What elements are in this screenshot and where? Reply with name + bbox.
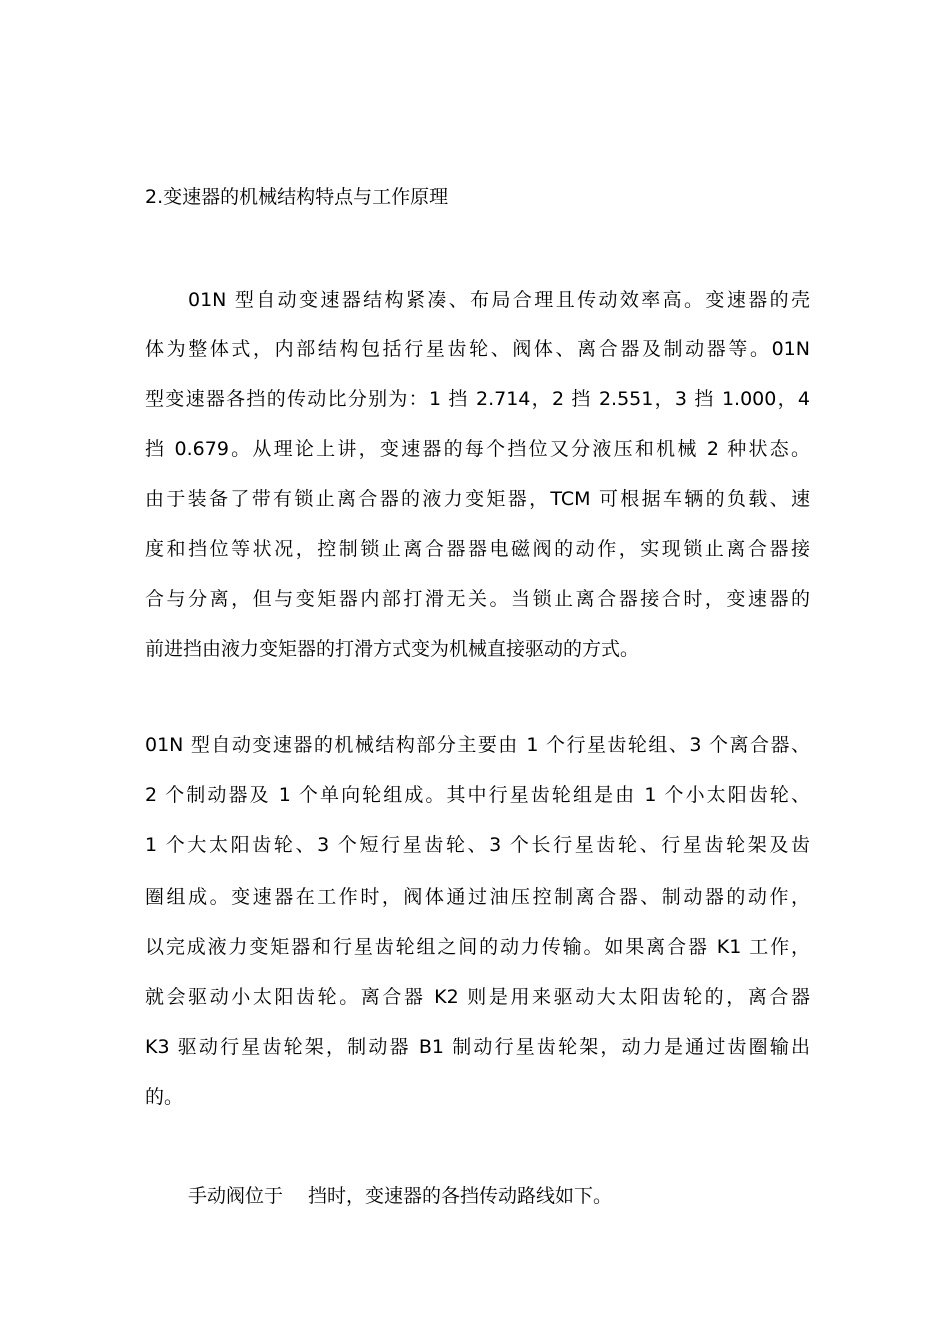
section-heading: 2.变速器的机械结构特点与工作原理 [145, 186, 449, 208]
paragraph-line: 型变速器各挡的传动比分别为：1 挡 2.714，2 挡 2.551，3 挡 1.000，4 [145, 388, 810, 410]
paragraph-line: 01N 型自动变速器的机械结构部分主要由 1 个行星齿轮组、3 个离合器、 [145, 734, 810, 756]
paragraph-line: 01N 型自动变速器结构紧凑、布局合理且传动效率高。变速器的壳 [188, 289, 810, 311]
paragraph-line: 度和挡位等状况，控制锁止离合器器电磁阀的动作，实现锁止离合器接 [145, 538, 810, 560]
paragraph-line: 2 个制动器及 1 个单向轮组成。其中行星齿轮组是由 1 个小太阳齿轮、 [145, 784, 810, 806]
paragraph-line: 体为整体式，内部结构包括行星齿轮、阀体、离合器及制动器等。01N [145, 338, 810, 360]
paragraph-line: 以完成液力变矩器和行星齿轮组之间的动力传输。如果离合器 K1 工作， [145, 936, 810, 958]
paragraph-line: 合与分离，但与变矩器内部打滑无关。当锁止离合器接合时，变速器的 [145, 588, 810, 610]
paragraph-line: K3 驱动行星齿轮架，制动器 B1 制动行星齿轮架，动力是通过齿圈输出 [145, 1036, 810, 1058]
paragraph-line: 1 个大太阳齿轮、3 个短行星齿轮、3 个长行星齿轮、行星齿轮架及齿 [145, 834, 810, 856]
paragraph-line: 的。 [145, 1086, 184, 1108]
paragraph-line: 挡 0.679。从理论上讲，变速器的每个挡位又分液压和机械 2 种状态。 [145, 438, 810, 460]
paragraph-line: 前进挡由液力变矩器的打滑方式变为机械直接驱动的方式。 [145, 638, 640, 660]
paragraph-line: 由于装备了带有锁止离合器的液力变矩器，TCM 可根据车辆的负载、速 [145, 488, 810, 510]
paragraph-line: 手动阀位于 挡时，变速器的各挡传动路线如下。 [188, 1185, 613, 1207]
paragraph-line: 就会驱动小太阳齿轮。离合器 K2 则是用来驱动大太阳齿轮的，离合器 [145, 986, 810, 1008]
paragraph-line: 圈组成。变速器在工作时，阀体通过油压控制离合器、制动器的动作， [145, 886, 810, 908]
